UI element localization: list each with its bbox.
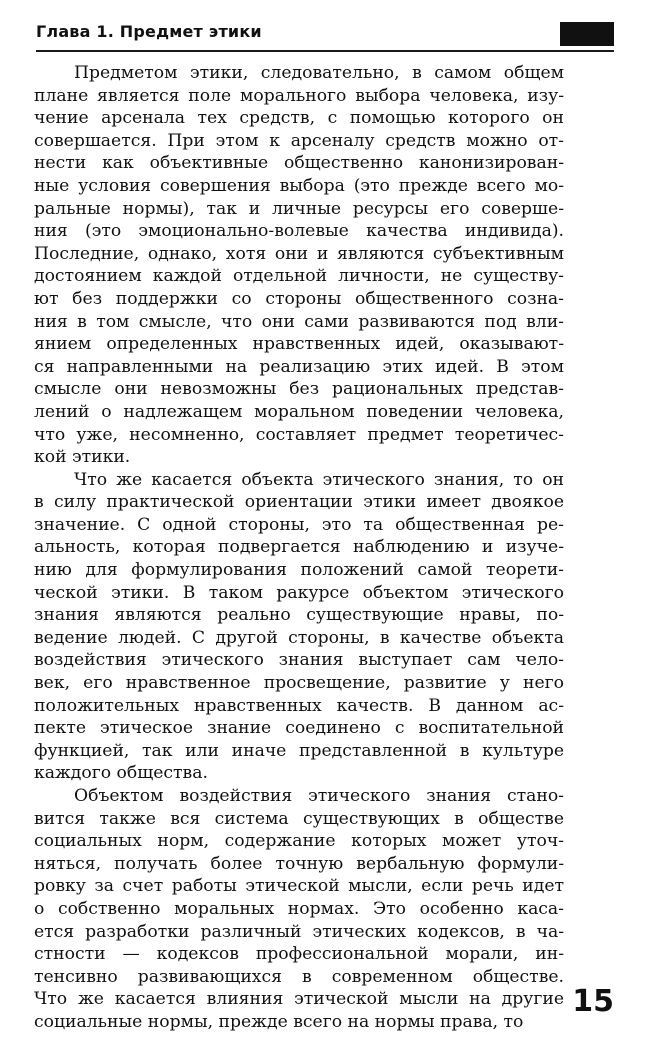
text-line: социальные нормы, прежде всего на нормы права, то — [34, 1011, 524, 1032]
body-text — [34, 62, 564, 1034]
page-number: 15 — [572, 984, 614, 1019]
text-line: смысле они невозможны без рациональных представ- — [34, 379, 564, 400]
text-line: воздействия этического знания выступает сам чело- — [34, 650, 564, 671]
text-line: плане является поле морального выбора человека, изу- — [34, 85, 564, 106]
text-line: ют без поддержки со стороны общественного созна- — [34, 288, 564, 309]
header-black-bar — [560, 22, 614, 46]
text-line: ния в том смысле, что они сами развиваются под вли- — [34, 311, 564, 332]
text-line: Что же касается объекта этического знания, то он — [74, 469, 564, 490]
running-header — [36, 20, 614, 52]
text-line: положительных нравственных качеств. В данном ас- — [34, 695, 564, 716]
text-line: ется разработки различный этических кодексов, в ча- — [34, 921, 564, 942]
text-line: век, его нравственное просвещение, развитие у него — [34, 673, 564, 694]
text-line: Объектом воздействия этического знания стано- — [74, 786, 564, 806]
text-line: нести как объективные общественно канонизирован- — [34, 153, 564, 174]
text-line: ся направленными на реализацию этих идей. В этом — [34, 356, 564, 377]
text-line: альность, которая подвергается наблюдению и изуче- — [34, 537, 564, 558]
text-line: вится также вся система существующих в обществе — [34, 808, 564, 829]
text-line: значение. С одной стороны, это та общественная ре- — [34, 514, 564, 535]
text-line: стности — кодексов профессиональной морали, ин- — [34, 944, 564, 965]
text-line: знания являются реально существующие нравы, по- — [34, 605, 564, 626]
text-line: ровку за счет работы этической мысли, если речь идет — [34, 876, 564, 897]
text-line: ния (это эмоционально-волевые качества индивида). — [34, 221, 564, 242]
text-line: ральные нормы), так и личные ресурсы его соверше- — [34, 198, 564, 219]
text-line: что уже, несомненно, составляет предмет теоретичес- — [34, 424, 564, 445]
text-line: няться, получать более точную вербальную формули- — [34, 853, 564, 874]
text-line: лений о надлежащем моральном поведении человека, — [34, 401, 564, 422]
text-line: тенсивно развивающихся в современном обществе. — [34, 966, 564, 987]
text-line: о собственно моральных нормах. Это особенно каса- — [34, 898, 564, 919]
text-line: ческой этики. В таком ракурсе объектом этического — [34, 582, 564, 603]
running-title: Глава 1. Предмет этики — [36, 22, 262, 41]
text-line: достоянием каждой отдельной личности, не существу- — [34, 266, 564, 287]
text-line: янием определенных нравственных идей, оказывают- — [34, 334, 564, 355]
text-line: нию для формулирования положений самой теорети- — [34, 560, 564, 581]
text-line: чение арсенала тех средств, с помощью которого он — [34, 108, 564, 129]
text-line: Последние, однако, хотя они и являются субъективным — [34, 243, 564, 264]
text-line: совершается. При этом к арсеналу средств можно от- — [34, 130, 564, 151]
text-line: ные условия совершения выбора (это прежде всего мо- — [34, 175, 564, 196]
text-line: Предметом этики, следовательно, в самом общем — [74, 63, 564, 83]
text-line: в силу практической ориентации этики имеет двоякое — [34, 492, 564, 513]
text-line: Что же касается влияния этической мысли на другие — [34, 989, 564, 1010]
text-line: ведение людей. С другой стороны, в качестве объекта — [34, 627, 564, 648]
text-line: кой этики. — [34, 447, 131, 468]
text-line: пекте этическое знание соединено с воспитательной — [34, 718, 564, 739]
text-line: функцией, так или иначе представленной в культуре — [34, 740, 564, 761]
text-line: социальных норм, содержание которых может уточ- — [34, 831, 564, 852]
text-line: каждого общества. — [34, 763, 208, 784]
